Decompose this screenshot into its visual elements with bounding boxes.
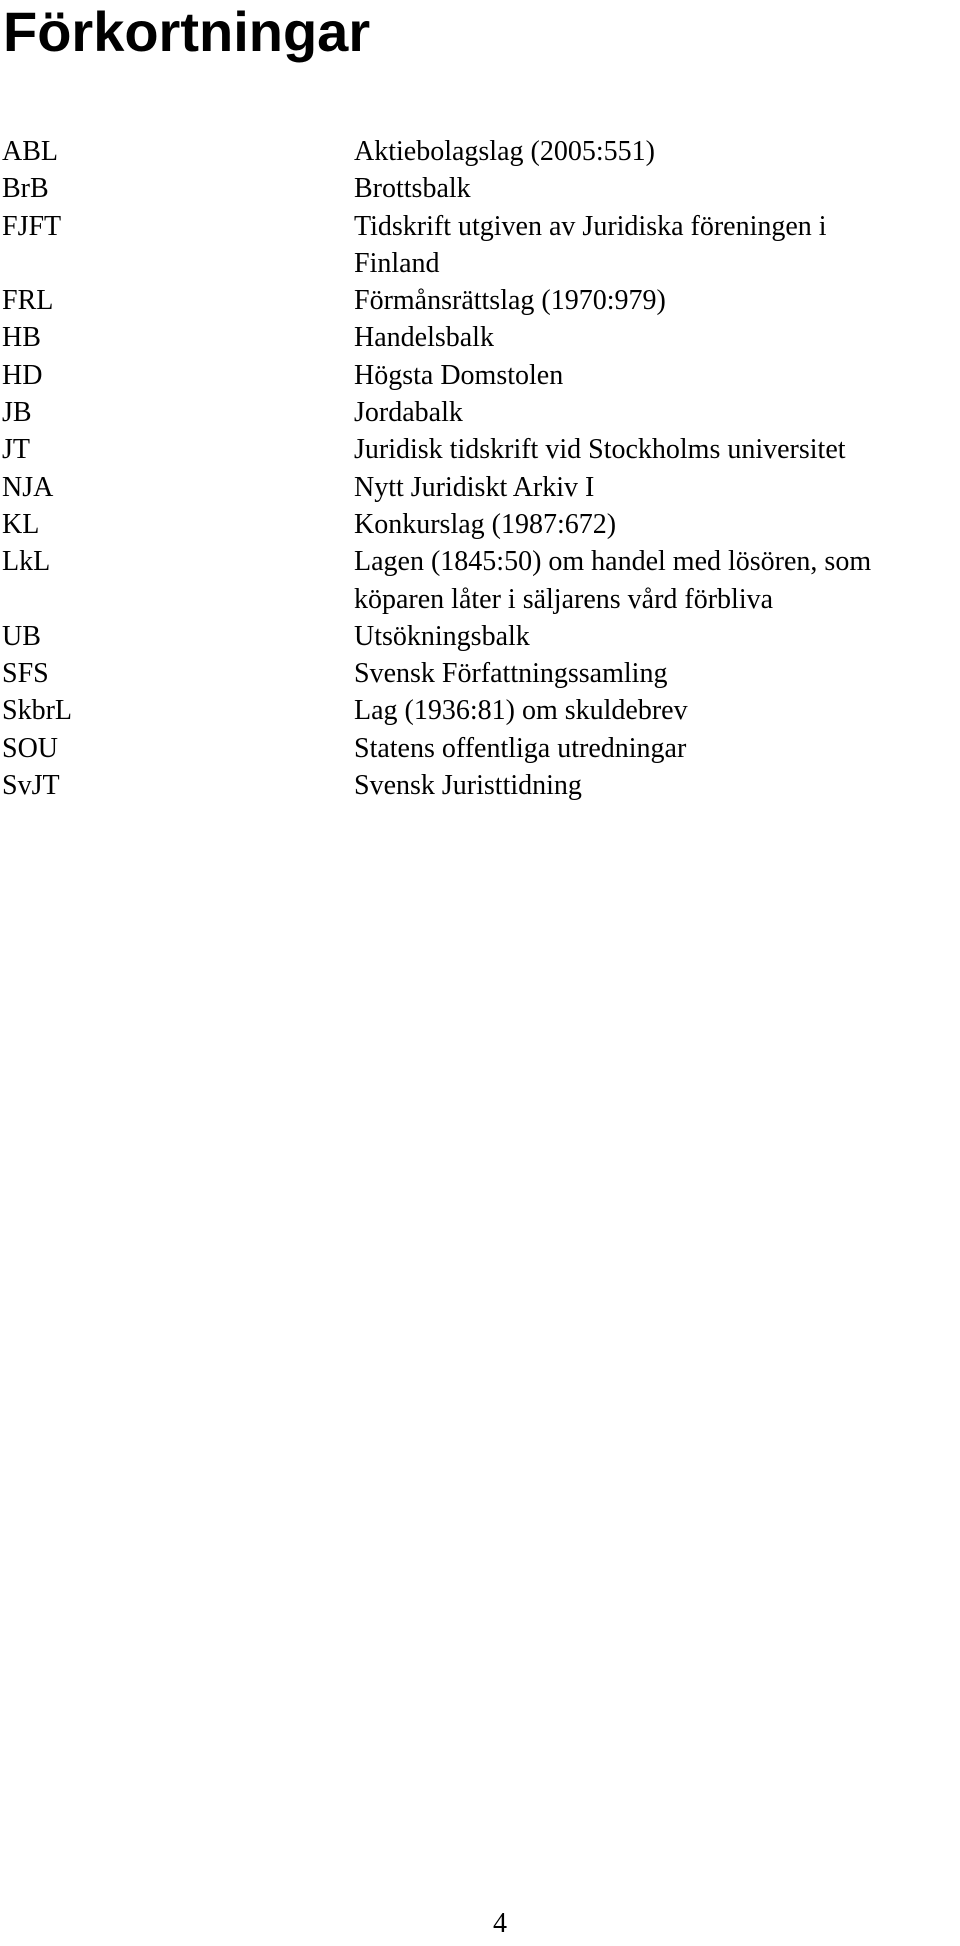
abbreviation-definition	[354, 543, 934, 618]
abbreviation-definition	[354, 618, 934, 655]
definition-line: Juridisk tidskrift vid Stockholms universitet	[354, 434, 846, 466]
abbreviation-row	[0, 469, 960, 506]
abbreviation-definition	[354, 133, 934, 170]
abbreviation-code: SkbrL	[2, 695, 72, 727]
abbreviation-code: BrB	[2, 173, 49, 205]
abbreviation-code: JB	[2, 397, 32, 429]
abbreviation-row	[0, 506, 960, 543]
definition-line: Svensk Författningssamling	[354, 658, 668, 690]
abbreviation-code: JT	[2, 434, 30, 466]
abbreviation-code: FJFT	[2, 210, 62, 242]
abbreviation-row	[0, 730, 960, 767]
definition-line: Högsta Domstolen	[354, 359, 564, 391]
abbreviation-row	[0, 319, 960, 356]
definition-line: Lagen (1845:50) om handel med lösören, som	[354, 546, 872, 578]
abbreviation-code: NJA	[2, 471, 54, 503]
definition-line: Konkurslag (1987:672)	[354, 508, 617, 540]
page-title: Förkortningar	[3, 0, 371, 63]
abbreviation-list	[0, 133, 960, 804]
abbreviation-definition	[354, 170, 934, 207]
definition-line: Svensk Juristtidning	[354, 770, 582, 802]
definition-line: Jordabalk	[354, 397, 463, 429]
definition-line: köparen låter i säljarens vård förbliva	[354, 583, 774, 615]
abbreviation-code: ABL	[2, 136, 58, 167]
abbreviation-row	[0, 394, 960, 431]
definition-line: Lag (1936:81) om skuldebrev	[354, 695, 688, 727]
abbreviation-row	[0, 133, 960, 170]
definition-line: Nytt Juridiskt Arkiv I	[354, 471, 595, 503]
definition-line: Tidskrift utgiven av Juridiska föreningen i	[354, 210, 827, 242]
abbreviation-code: UB	[2, 620, 41, 652]
abbreviation-definition	[354, 655, 934, 692]
abbreviation-definition	[354, 357, 934, 394]
abbreviation-row	[0, 208, 960, 283]
definition-line: Handelsbalk	[354, 322, 494, 354]
abbreviation-definition	[354, 506, 934, 543]
abbreviation-row	[0, 618, 960, 655]
definition-line: Statens offentliga utredningar	[354, 732, 687, 764]
abbreviation-definition	[354, 208, 934, 283]
abbreviation-definition	[354, 692, 934, 729]
definition-line: Utsökningsbalk	[354, 620, 530, 652]
abbreviation-definition	[354, 319, 934, 356]
abbreviation-row	[0, 543, 960, 618]
page-number: 4	[493, 1908, 507, 1939]
abbreviation-row	[0, 431, 960, 468]
abbreviation-row	[0, 170, 960, 207]
definition-line: Förmånsrättslag (1970:979)	[354, 285, 666, 317]
abbreviation-code: SFS	[2, 658, 49, 690]
abbreviation-code: HD	[2, 359, 43, 391]
abbreviation-definition	[354, 730, 934, 767]
abbreviation-definition	[354, 431, 934, 468]
abbreviation-row	[0, 767, 960, 804]
abbreviation-definition	[354, 767, 934, 804]
abbreviation-row	[0, 655, 960, 692]
abbreviation-code: KL	[2, 508, 40, 540]
abbreviation-definition	[354, 469, 934, 506]
abbreviation-code: FRL	[2, 285, 54, 317]
definition-line: Brottsbalk	[354, 173, 471, 205]
abbreviation-code: SOU	[2, 732, 59, 764]
abbreviation-code: LkL	[2, 546, 51, 578]
abbreviation-definition	[354, 394, 934, 431]
definition-line: Aktiebolagslag (2005:551)	[354, 136, 655, 167]
definition-line: Finland	[354, 247, 440, 279]
abbreviation-row	[0, 692, 960, 729]
abbreviation-row	[0, 357, 960, 394]
abbreviation-code: SvJT	[2, 770, 60, 802]
abbreviation-definition	[354, 282, 934, 319]
abbreviation-row	[0, 282, 960, 319]
abbreviation-code: HB	[2, 322, 41, 354]
